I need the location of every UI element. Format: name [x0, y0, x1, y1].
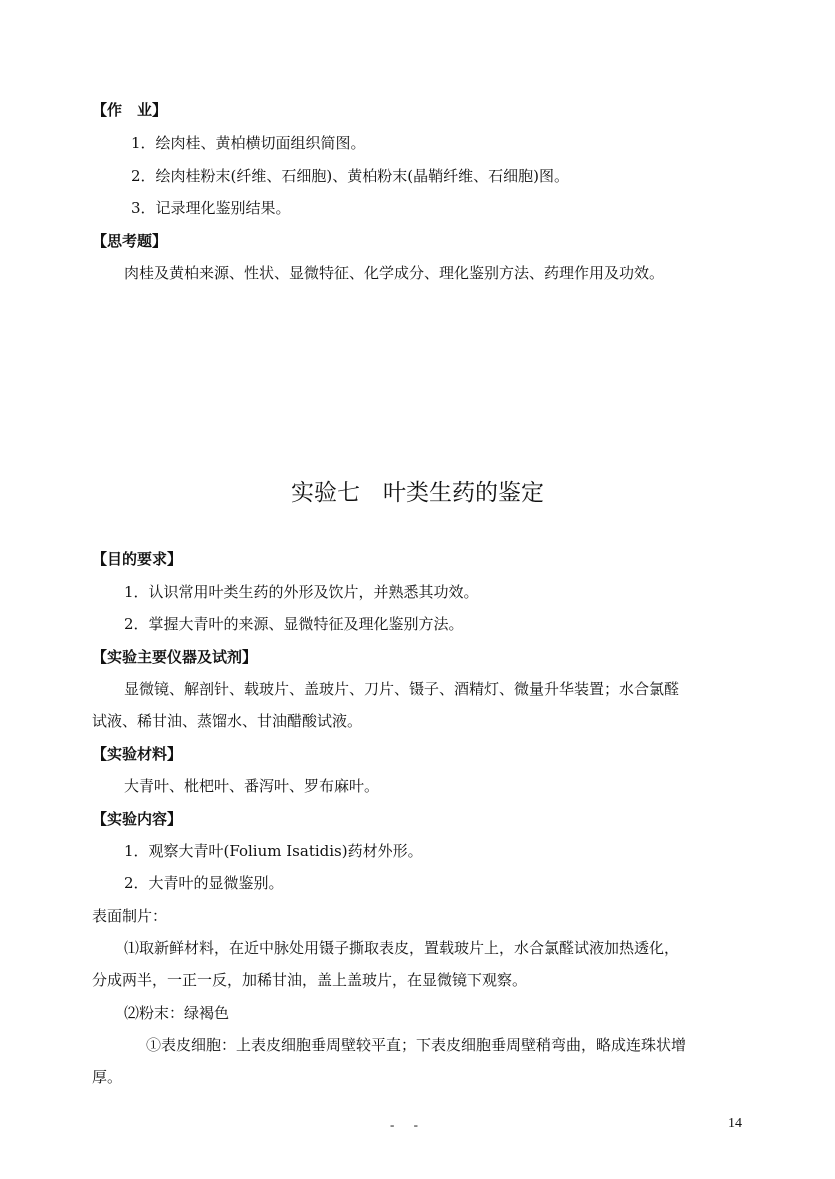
content-item-2: 2．大青叶的显微鉴别。	[124, 874, 284, 892]
objective-item-2: 2．掌握大青叶的来源、显微特征及理化鉴别方法。	[124, 615, 464, 633]
paragraph-1-line-1: ⑴取新鲜材料，在近中脉处用镊子撕取表皮，置载玻片上，水合氯醛试液加热透化，	[124, 939, 680, 957]
paragraph-1-line-2: 分成两半，一正一反，加稀甘油，盖上盖玻片，在显微镜下观察。	[92, 971, 528, 989]
questions-text: 肉桂及黄柏来源、性状、显微特征、化学成分、理化鉴别方法、药理作用及功效。	[124, 264, 665, 282]
paragraph-2: ⑵粉末：绿褐色	[124, 1004, 230, 1022]
footer-dashes: - -	[390, 1117, 426, 1132]
objective-item-1: 1．认识常用叶类生药的外形及饮片，并熟悉其功效。	[124, 583, 479, 601]
homework-item-1: 1．绘肉桂、黄柏横切面组织简图。	[131, 134, 366, 152]
surface-label: 表面制片：	[92, 907, 168, 925]
instruments-heading: 【实验主要仪器及试剂】	[92, 648, 258, 666]
instruments-line-1: 显微镜、解剖针、载玻片、盖玻片、刀片、镊子、酒精灯、微量升华装置；水合氯醛	[124, 680, 680, 698]
content-item-1: 1．观察大青叶(Folium Isatidis)药材外形。	[124, 842, 423, 860]
homework-item-3: 3．记录理化鉴别结果。	[131, 199, 291, 217]
instruments-line-2: 试液、稀甘油、蒸馏水、甘油醋酸试液。	[92, 712, 363, 730]
materials-text: 大青叶、枇杷叶、番泻叶、罗布麻叶。	[124, 777, 380, 795]
questions-heading: 【思考题】	[92, 232, 168, 250]
paragraph-3-line-2: 厚。	[92, 1068, 123, 1086]
paragraph-3-line-1: ①表皮细胞：上表皮细胞垂周壁较平直；下表皮细胞垂周壁稍弯曲，略成连珠状增	[146, 1036, 687, 1054]
homework-item-2: 2．绘肉桂粉末(纤维、石细胞)、黄柏粉末(晶鞘纤维、石细胞)图。	[131, 167, 569, 185]
objectives-heading: 【目的要求】	[92, 550, 183, 568]
experiment-title: 实验七 叶类生药的鉴定	[291, 480, 544, 506]
materials-heading: 【实验材料】	[92, 745, 183, 763]
homework-heading: 【作 业】	[92, 101, 168, 119]
page-number: 14	[728, 1116, 742, 1131]
content-heading: 【实验内容】	[92, 810, 183, 828]
